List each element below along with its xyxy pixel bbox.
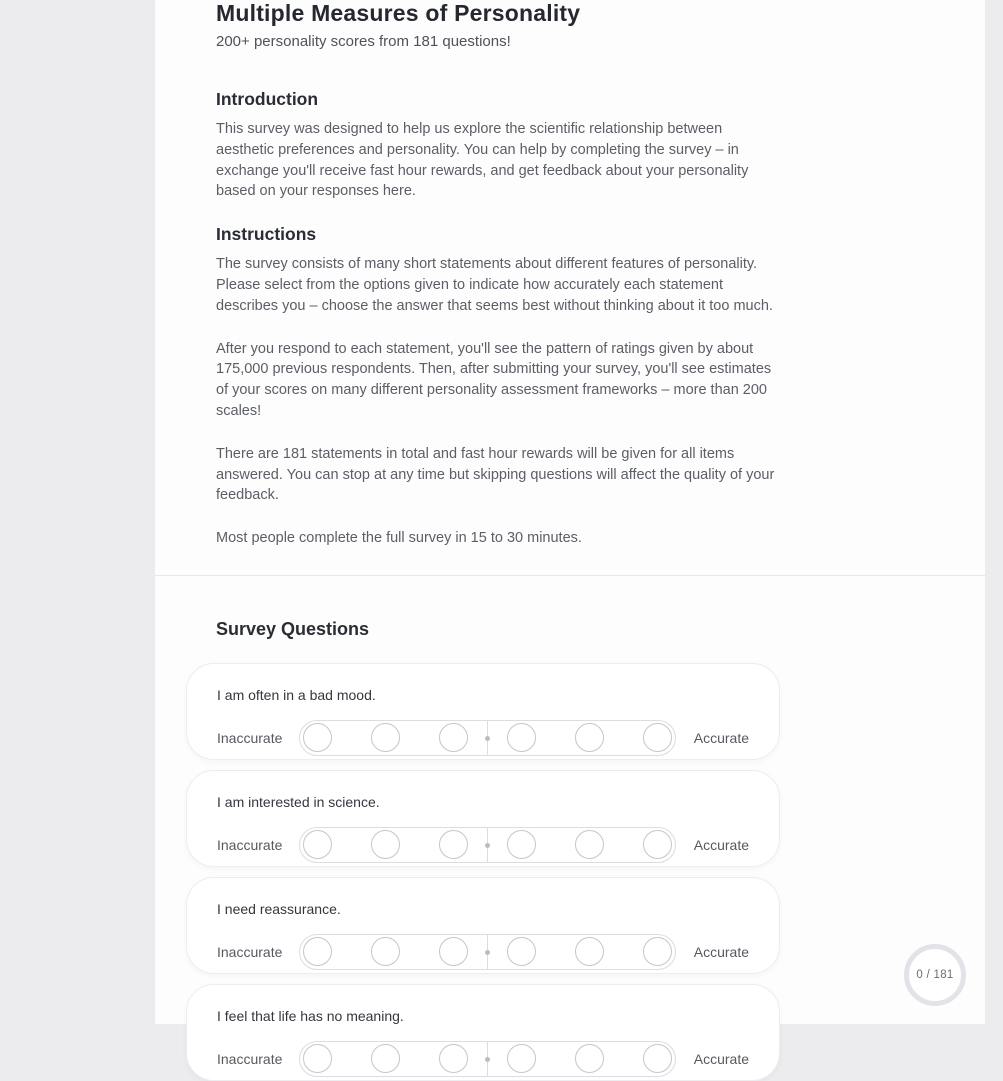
rating-option[interactable] — [439, 723, 468, 752]
rating-option[interactable] — [439, 937, 468, 966]
rating-option[interactable] — [507, 830, 536, 859]
rating-option[interactable] — [371, 1044, 400, 1073]
instructions-paragraph: Most people complete the full survey in 15 to 30 minutes. — [216, 530, 582, 547]
question-text: I am often in a bad mood. — [217, 686, 376, 703]
rating-option[interactable] — [371, 937, 400, 966]
question-text: I am interested in science. — [217, 793, 380, 810]
question-card — [186, 877, 780, 974]
rating-option[interactable] — [507, 1044, 536, 1073]
page-subtitle: 200+ personality scores from 181 questions! — [216, 33, 511, 50]
page-title: Multiple Measures of Personality — [216, 0, 581, 26]
rating-track — [299, 1041, 676, 1077]
rating-option[interactable] — [371, 830, 400, 859]
survey-questions-heading: Survey Questions — [216, 618, 370, 639]
rating-option[interactable] — [575, 937, 604, 966]
rating-option[interactable] — [575, 1044, 604, 1073]
question-card — [186, 770, 780, 867]
progress-count: 0 / 181 — [916, 969, 954, 981]
progress-indicator — [904, 944, 966, 1006]
rating-row — [217, 827, 749, 863]
rating-option[interactable] — [303, 723, 332, 752]
rating-row — [217, 1041, 749, 1077]
rating-track — [299, 720, 676, 756]
rating-option[interactable] — [303, 830, 332, 859]
rating-option[interactable] — [643, 723, 672, 752]
rating-option[interactable] — [439, 830, 468, 859]
rating-option[interactable] — [575, 830, 604, 859]
scale-label-inaccurate: Inaccurate — [217, 729, 283, 746]
introduction-heading: Introduction — [216, 89, 319, 109]
scale-label-inaccurate: Inaccurate — [217, 943, 283, 960]
scale-label-accurate: Accurate — [693, 1050, 749, 1067]
question-list — [186, 663, 780, 1081]
rating-option[interactable] — [507, 723, 536, 752]
question-text: I need reassurance. — [217, 900, 341, 917]
introduction-paragraph: This survey was designed to help us explore the scientific relationship between aesthetic preferences and personality. You can help by completing the survey – in exchange you'll receive fast hour rewards, and get feedback about your personality based on your responses here. — [216, 121, 749, 200]
rating-option[interactable] — [575, 723, 604, 752]
rating-track — [299, 827, 676, 863]
scale-label-inaccurate: Inaccurate — [217, 836, 283, 853]
scale-label-accurate: Accurate — [693, 943, 749, 960]
rating-option[interactable] — [643, 937, 672, 966]
rating-track — [299, 934, 676, 970]
scale-label-accurate: Accurate — [693, 729, 749, 746]
rating-option[interactable] — [303, 937, 332, 966]
question-card — [186, 663, 780, 760]
question-text: I feel that life has no meaning. — [217, 1007, 404, 1024]
instructions-paragraph: After you respond to each statement, you'll see the pattern of ratings given by about 175,000 previous respondents. Then, after submitting your survey, you'll see estimates of your scores on many different personality assessment frameworks – more than 200 scales! — [216, 340, 772, 419]
instructions-paragraph: The survey consists of many short statements about different features of personality. Please select from the options given to indicate how accurately each statement describes you – choose the answer that seems best without thinking about it too much. — [216, 256, 773, 314]
main-panel — [155, 0, 985, 1067]
rating-option[interactable] — [507, 937, 536, 966]
rating-option[interactable] — [439, 1044, 468, 1073]
rating-option[interactable] — [643, 830, 672, 859]
scale-label-accurate: Accurate — [693, 836, 749, 853]
rating-option[interactable] — [643, 1044, 672, 1073]
rating-option[interactable] — [371, 723, 400, 752]
scale-label-inaccurate: Inaccurate — [217, 1050, 283, 1067]
instructions-heading: Instructions — [216, 224, 317, 245]
rating-row — [217, 934, 749, 970]
instructions-paragraph: There are 181 statements in total and fast hour rewards will be given for all items answered. You can stop at any time but skipping questions will affect the quality of your feedback. — [216, 445, 775, 504]
rating-row — [217, 720, 749, 756]
rating-option[interactable] — [303, 1044, 332, 1073]
question-card — [186, 984, 780, 1081]
section-divider — [155, 575, 985, 576]
